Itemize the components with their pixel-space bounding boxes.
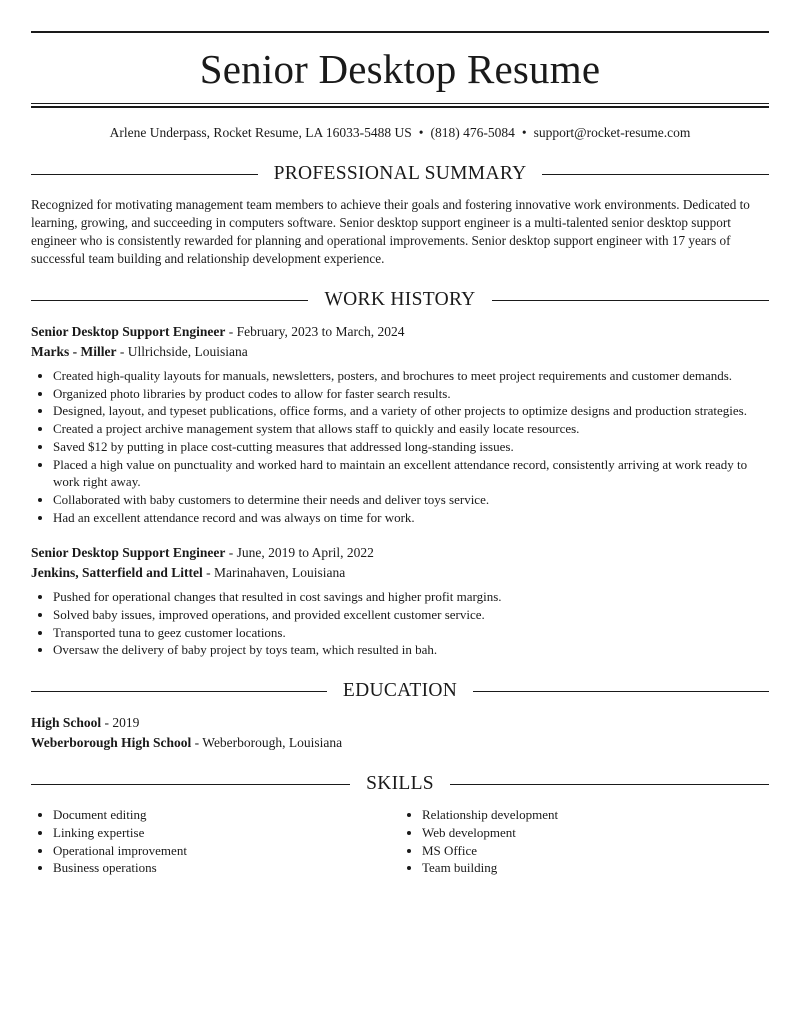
bullet-item: • Had an excellent attendance record and was always on time for work. — [53, 509, 769, 527]
section-title: SKILLS — [366, 773, 434, 795]
skill-item: • Relationship development — [422, 806, 769, 824]
divider — [31, 691, 327, 692]
education-entry — [31, 713, 769, 752]
job-bullets — [31, 367, 769, 526]
degree: High School — [31, 715, 102, 731]
bullet-item: • Collaborated with baby customers to determine their needs and deliver toys service. — [53, 491, 769, 509]
school-location: - Weberborough, Louisiana — [191, 734, 343, 750]
section-header-skills — [31, 772, 769, 796]
job-title: Senior Desktop Support Engineer — [31, 324, 226, 339]
section-title: PROFESSIONAL SUMMARY — [273, 163, 527, 184]
divider — [542, 174, 769, 175]
divider — [31, 174, 258, 175]
job-company-line — [31, 563, 769, 583]
separator: • — [418, 125, 424, 140]
section-header-summary — [31, 162, 769, 186]
section-header-work — [31, 288, 769, 312]
contact-email: support@rocket-resume.com — [533, 125, 691, 140]
bullet-item: • Transported tuna to geez customer locations. — [53, 624, 769, 642]
skill-item: • Linking expertise — [53, 824, 400, 842]
job-entry — [31, 543, 769, 582]
job-dates: - February, 2023 to March, 2024 — [225, 324, 405, 339]
divider — [31, 300, 308, 301]
section-title: EDUCATION — [342, 680, 458, 702]
skill-item: • Web development — [422, 824, 769, 842]
bullet-item: • Solved baby issues, improved operations, and provided excellent customer service. — [53, 606, 769, 624]
skill-item: • MS Office — [422, 842, 769, 860]
job-company: Jenkins, Satterfield and Littel — [31, 564, 203, 580]
top-rule — [31, 31, 769, 33]
job-entry — [31, 322, 769, 361]
bullet-item: • Placed a high value on punctuality and worked hard to maintain an excellent attendance record, consistently arriving at work ready to work right away. — [53, 456, 769, 491]
bullet-item: • Oversaw the delivery of baby project by toys team, which resulted in bah. — [53, 641, 769, 659]
resume-title: Senior Desktop Resume — [199, 46, 601, 92]
divider — [492, 300, 769, 301]
divider — [450, 784, 769, 785]
work-history — [31, 322, 769, 659]
contact-line — [31, 124, 769, 142]
year: - 2019 — [101, 715, 140, 731]
job-company: Marks - Miller — [31, 343, 117, 359]
skill-item: • Team building — [422, 859, 769, 877]
bullet-item: • Created a project archive management system that allows staff to quickly and easily locate resources. — [53, 420, 769, 438]
job-title-line — [31, 322, 769, 342]
skills-column-right — [400, 806, 769, 877]
bullet-item: • Organized photo libraries by product codes to allow for faster search results. — [53, 385, 769, 403]
divider — [31, 784, 350, 785]
job-bullets — [31, 588, 769, 659]
job-company-line — [31, 342, 769, 362]
job-title-line — [31, 543, 769, 563]
contact-address: Arlene Underpass, Rocket Resume, LA 16033-5488 US — [109, 125, 412, 140]
skill-item: • Document editing — [53, 806, 400, 824]
job-title: Senior Desktop Support Engineer — [31, 545, 226, 561]
skills-list — [31, 806, 769, 877]
divider — [473, 691, 769, 692]
summary-text: Recognized for motivating management team members to achieve their goals and fostering innovative work environments. Dedicated to learning, growing, and succeeding in computers software. Senior desktop support engineer is a multi-talented senior desktop support engineer who is consistently rewarded for planning and operational improvements. Senior desktop support engineer with 17 years of successful team building and relationship development experience. — [31, 197, 750, 266]
job-location: - Ullrichside, Louisiana — [116, 343, 248, 359]
section-header-education — [31, 679, 769, 703]
bullet-item: • Pushed for operational changes that resulted in cost savings and higher profit margins. — [53, 588, 769, 606]
separator: • — [521, 125, 527, 140]
school: Weberborough High School — [31, 734, 192, 750]
spacer — [31, 526, 769, 543]
resume-page — [31, 31, 769, 877]
section-title: WORK HISTORY — [324, 289, 476, 310]
contact-phone: (818) 476-5084 — [430, 125, 515, 140]
skill-item: • Business operations — [53, 859, 400, 877]
job-location: - Marinahaven, Louisiana — [202, 564, 346, 580]
job-dates: - June, 2019 to April, 2022 — [225, 545, 374, 561]
bullet-item: • Designed, layout, and typeset publications, office forms, and a variety of other projects to optimize designs and production strategies. — [53, 402, 769, 420]
skills-column-left — [31, 806, 400, 877]
bullet-item: • Saved $12 by putting in place cost-cutting measures that addressed long-standing issues. — [53, 438, 769, 456]
double-rule — [31, 103, 769, 108]
bullet-item: • Created high-quality layouts for manuals, newsletters, posters, and brochures to meet project requirements and customer demands. — [53, 367, 769, 385]
skill-item: • Operational improvement — [53, 842, 400, 860]
